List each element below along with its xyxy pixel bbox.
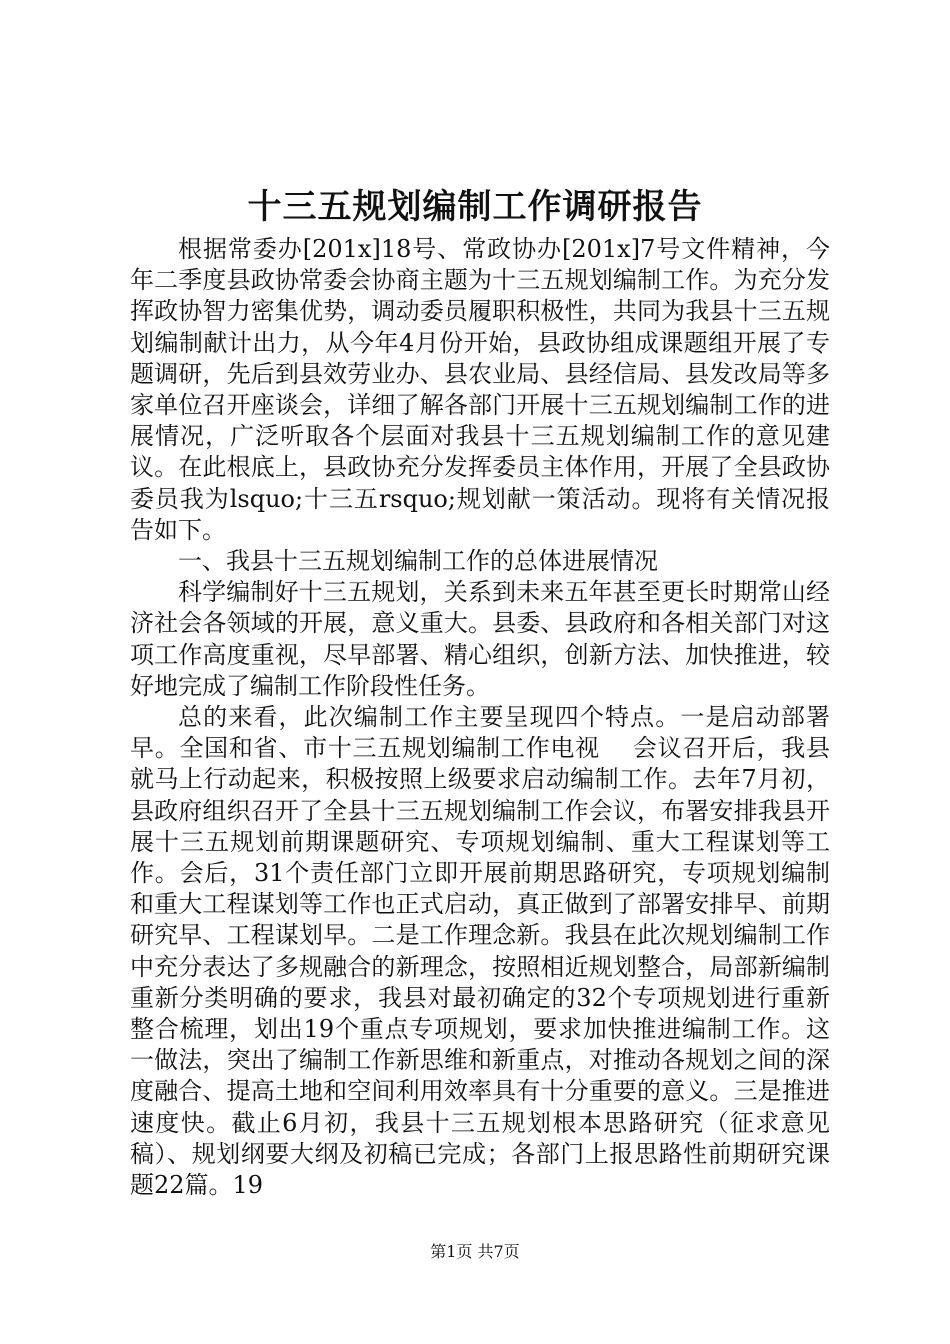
paragraph-overview: 科学编制好十三五规划，关系到未来五年甚至更长时期常山经济社会各领域的开展，意义重大。县委、县政府和各相关部门对这项工作高度重视，尽早部署、精心组织，创新方法、加快推进，较好地完成了编制工作阶段性任务。 [130,578,830,700]
paragraph-features: 总的来看，此次编制工作主要呈现四个特点。一是启动部署早。全国和省、市十三五规划编制工作电视 会议召开后，我县就马上行动起来，积极按照上级要求启动编制工作。去年7月初，县政府组织召开了全县十三五规划编制工作会议，布署安排我县开展十三五规划前期课题研究、专项规划编制、重大工程谋划等工作。会后，31个责任部门立即开展前期思路研究，专项规划编制和重大工程谋划等工作也正式启动，真正做到了部署安排早、前期研究早、工程谋划早。二是工作理念新。我县在此次规划编制工作中充分表达了多规融合的新理念，按照相近规划整合，局部新编制重新分类明确的要求，我县对最初确定的32个专项规划进行重新整合梳理，划出19个重点专项规划，要求加快推进编制工作。这一做法，突出了编制工作新思维和新重点，对推动各规划之间的深度融合、提高土地和空间利用效率具有十分重要的意义。三是推进速度快。截止6月初，我县十三五规划根本思路研究（征求意见稿）、规划纲要大纲及初稿已完成；各部门上报思路性前期研究课题22篇。19 [130,703,830,1200]
document-body [130,234,830,1201]
paragraph-intro: 根据常委办[201x]18号、常政协办[201x]7号文件精神，今年二季度县政协常委会协商主题为十三五规划编制工作。为充分发挥政协智力密集优势，调动委员履职积极性，共同为我县十三五规划编制献计出力，从今年4月份开始，县政协组成课题组开展了专题调研，先后到县效劳业办、县农业局、县经信局、县发改局等多家单位召开座谈会，详细了解各部门开展十三五规划编制工作的进展情况，广泛听取各个层面对我县十三五规划编制工作的意见建议。在此根底上，县政协充分发挥委员主体作用，开展了全县政协委员我为lsquo;十三五rsquo;规划献一策活动。现将有关情况报告如下。 [130,235,830,544]
document-title: 十三五规划编制工作调研报告 [247,187,703,227]
section-heading: 一、我县十三五规划编制工作的总体进展情况 [178,547,658,576]
page-number-footer: 第1页 共7页 [430,1242,520,1261]
